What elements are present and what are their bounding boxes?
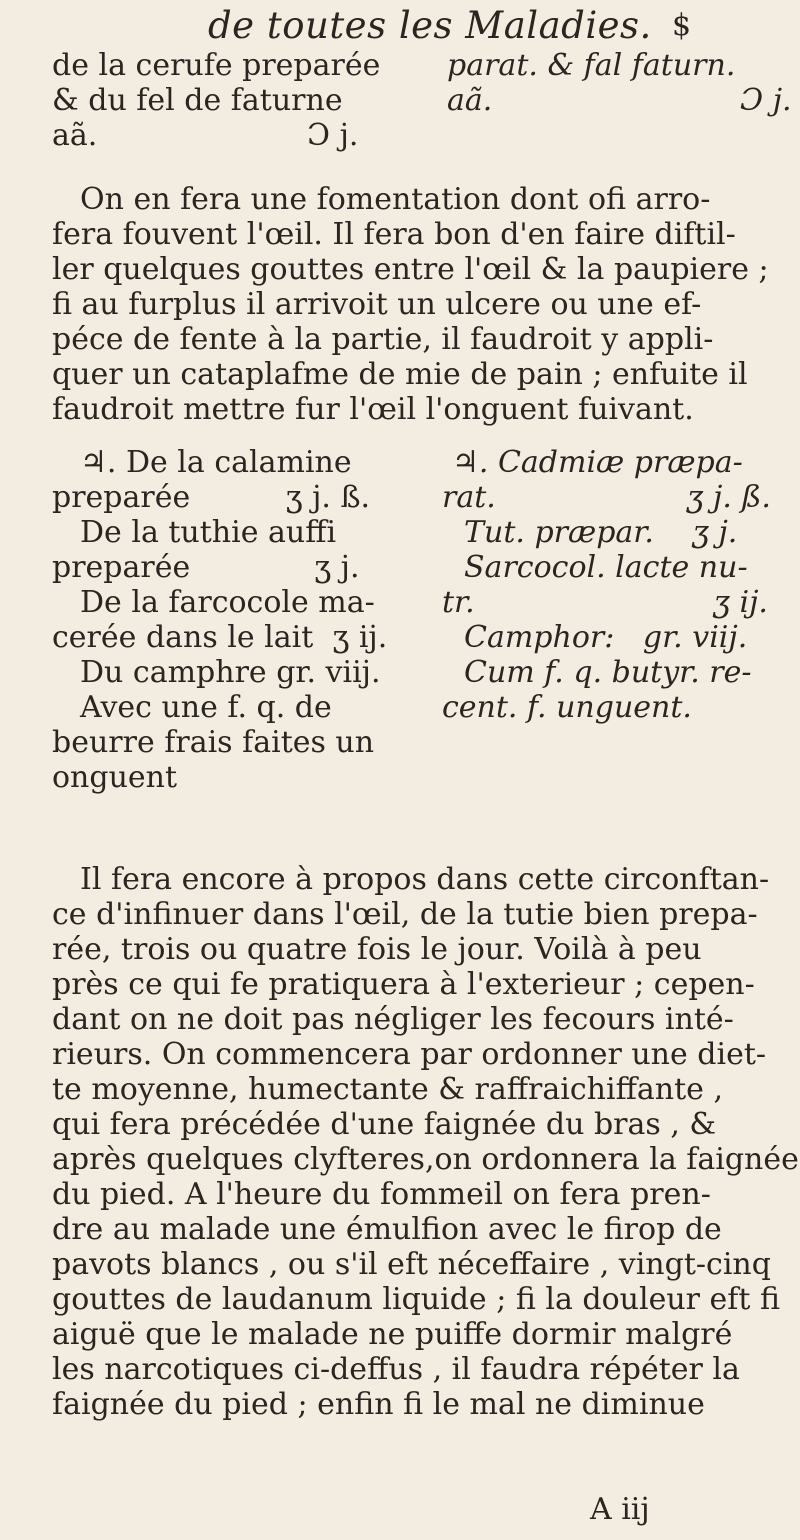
recipe-latin-line: cent. f. unguent. (442, 690, 692, 725)
recipe-top-right-line: aã. Ɔ j. (447, 83, 792, 118)
paragraph-line: Il fera encore à propos dans cette circonftan- (80, 862, 770, 897)
page-header (0, 4, 800, 47)
paragraph-line: péce de fente à la partie, il faudroit y appli- (52, 322, 714, 357)
paragraph-line: après quelques clyfteres,on ordonnera la faignée (52, 1142, 799, 1177)
paragraph-line: rée, trois ou quatre fois le jour. Voilà à peu (52, 932, 702, 967)
recipe-french-line: Du camphre gr. viij. (80, 655, 381, 690)
paragraph-line: ce d'infinuer dans l'œil, de la tutie bien prepa- (52, 897, 758, 932)
recipe-french-line: De la tuthie auffi (80, 515, 337, 550)
paragraph-line: les narcotiques ci-deffus , il faudra répéter la (52, 1352, 740, 1387)
recipe-latin-line: ♃. Cadmiæ præpa- (452, 445, 743, 480)
paragraph-line: près ce qui fe pratiquera à l'exterieur ; cepen- (52, 967, 755, 1002)
paragraph-line: rieurs. On commencera par ordonner une diet- (52, 1037, 767, 1072)
recipe-latin-line: rat. ʒ j. ß. (442, 480, 771, 515)
paragraph-line: du pied. A l'heure du fommeil on fera pren- (52, 1177, 711, 1212)
recipe-top-left (52, 48, 392, 153)
paragraph-line: te moyenne, humectante & raffraichiffante , (52, 1072, 724, 1107)
recipe-two-columns (52, 445, 771, 805)
paragraph-line: fera fouvent l'œil. Il fera bon d'en faire diftil- (52, 217, 736, 252)
paragraph-line: gouttes de laudanum liquide ; fi la douleur eft fi (52, 1282, 780, 1317)
recipe-top-right-line: parat. & fal faturn. (447, 48, 736, 83)
recipe-latin-line: Sarcocol. lacte nu- (464, 550, 748, 585)
paragraph-line: pavots blancs , ou s'il eft néceffaire , vingt-cinq (52, 1247, 771, 1282)
paragraph-line: dant on ne doit pas négliger les fecours inté- (52, 1002, 734, 1037)
paragraph-1 (52, 182, 769, 427)
recipe-latin-line: Cum f. q. butyr. re- (464, 655, 752, 690)
paragraph-line: dre au malade une émulfion avec le firop de (52, 1212, 722, 1247)
paragraph-line: quer un cataplafme de mie de pain ; enfuite il (52, 357, 748, 392)
recipe-latin (442, 445, 771, 725)
recipe-latin-line: Camphor: gr. viij. (464, 620, 748, 655)
recipe-top-left-line: de la cerufe preparée (52, 48, 381, 83)
running-title: de toutes les Maladies. (208, 4, 652, 47)
paragraph-line: faudroit mettre fur l'œil l'onguent fuivant. (52, 392, 694, 427)
recipe-french (52, 445, 388, 795)
recipe-french-line: beurre frais faites un (52, 725, 375, 760)
recipe-top-right (447, 48, 792, 118)
recipe-french-line: cerée dans le lait ʒ ij. (52, 620, 388, 655)
paragraph-line: aiguë que le malade ne puiffe dormir malgré (52, 1317, 733, 1352)
recipe-french-line: Avec une f. q. de (80, 690, 332, 725)
recipe-top-left-line: & du fel de faturne (52, 83, 343, 118)
signature-mark-bottom: A iij (590, 1492, 650, 1527)
recipe-french-line: onguent (52, 760, 178, 795)
paragraph-line: faignée du pied ; enfin fi le mal ne diminue (52, 1387, 705, 1422)
paragraph-2 (52, 862, 799, 1422)
recipe-top-left-line: aã. Ɔ j. (52, 118, 359, 153)
recipe-french-line: De la farcocole ma- (80, 585, 375, 620)
paragraph-line: fi au furplus il arrivoit un ulcere ou une ef- (52, 287, 702, 322)
paragraph-line: qui fera précédée d'une faignée du bras , & (52, 1107, 717, 1142)
recipe-french-line: preparée ʒ j. (52, 550, 360, 585)
paragraph-line: On en fera une fomentation dont ofi arro- (80, 182, 711, 217)
recipe-top (52, 48, 792, 158)
recipe-latin-line: Tut. præpar. ʒ j. (464, 515, 738, 550)
paragraph-line: ler quelques gouttes entre l'œil & la paupiere ; (52, 252, 769, 287)
signature-mark-top: $ (672, 8, 692, 43)
recipe-french-line: ♃. De la calamine (80, 445, 352, 480)
recipe-french-line: preparée ʒ j. ß. (52, 480, 371, 515)
recipe-latin-line: tr. ʒ ij. (442, 585, 768, 620)
